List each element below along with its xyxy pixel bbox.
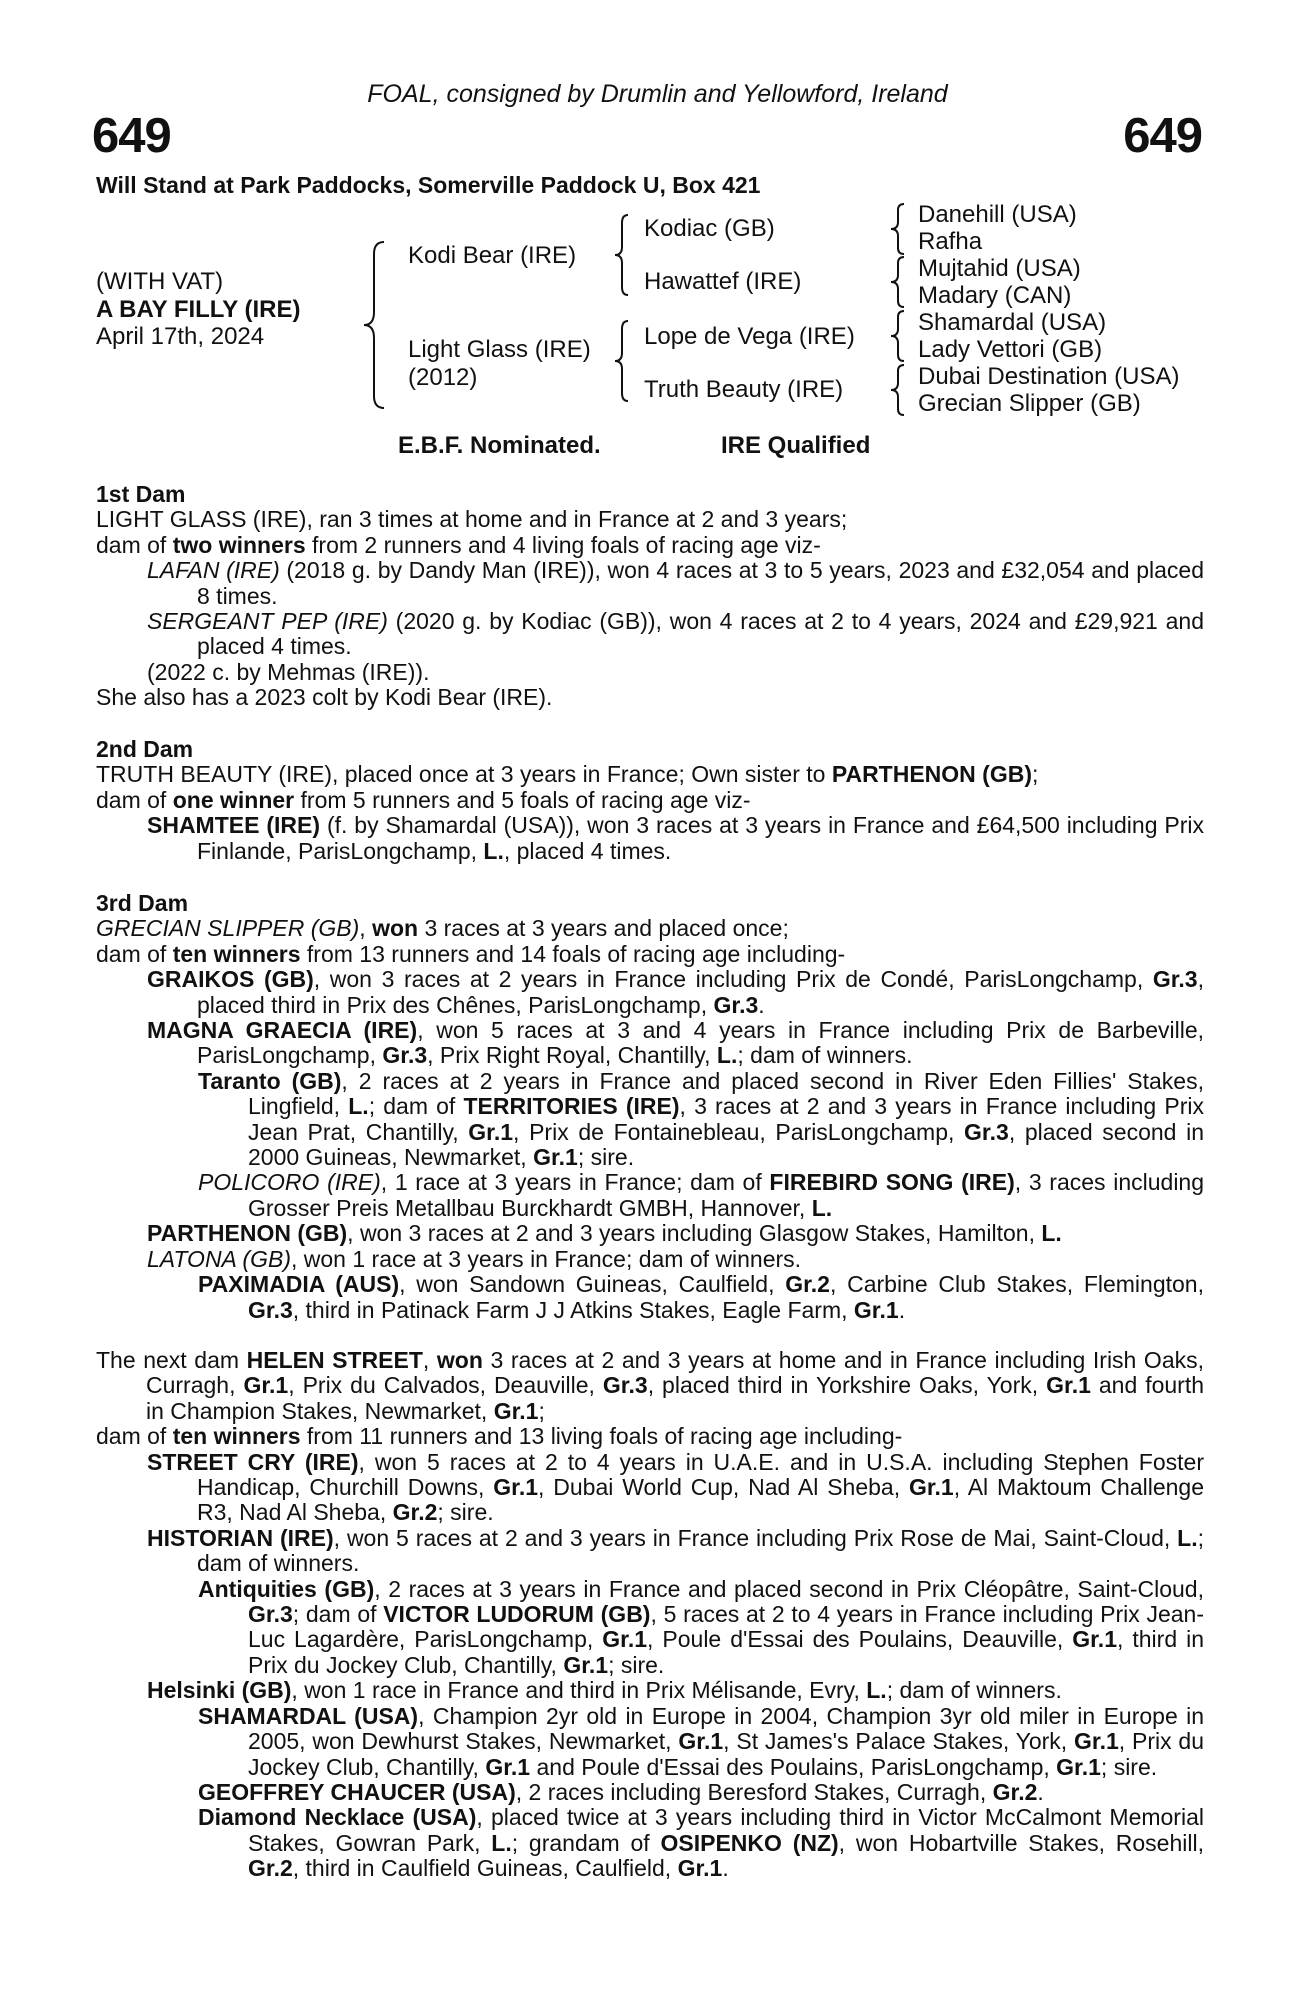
dam-produce-summary: dam of two winners from 2 runners and 4 living foals of racing age viz-: [96, 531, 821, 558]
dam-sire: Lope de Vega (IRE): [644, 323, 855, 350]
sire-brace: [612, 213, 634, 297]
brace-g3-4: [888, 363, 910, 417]
brace-g3-2: [888, 255, 910, 309]
dam-summary: GRECIAN SLIPPER (GB), won 3 races at 3 years and placed once;: [96, 915, 789, 942]
produce-entry: PAXIMADIA (AUS), won Sandown Guineas, Caulfield, Gr.2, Carbine Club Stakes, Flemington, Gr.3, third in Patinack Farm J J Atkins Stakes, Eagle Farm, Gr.1.: [198, 1271, 1204, 1323]
produce-entry: Taranto (GB), 2 races at 2 years in France and placed second in River Eden Fillies' Stakes, Lingfield, L.; dam of TERRITORIES (IRE), 3 races at 2 and 3 years in France including Prix Jean Prat, Chantilly, Gr.1, Prix de Fontainebleau, ParisLongchamp, Gr.3, placed second in 2000 Guineas, Newmarket, Gr.1; sire.: [198, 1067, 1204, 1171]
section-heading: 2nd Dam: [96, 736, 194, 762]
lot-number-left: 649: [92, 109, 171, 163]
produce-entry: PARTHENON (GB), won 3 races at 2 and 3 years including Glasgow Stakes, Hamilton, L.: [147, 1220, 1062, 1247]
vat-note: (WITH VAT): [96, 268, 224, 295]
gen3-dsd: Lady Vettori (GB): [918, 336, 1103, 363]
produce-entry: (2022 c. by Mehmas (IRE)).: [147, 658, 430, 685]
dam-dam: Truth Beauty (IRE): [644, 376, 844, 403]
lot-number-right: 649: [1123, 109, 1202, 163]
produce-entry: LAFAN (IRE) (2018 g. by Dandy Man (IRE)), won 4 races at 3 to 5 years, 2023 and £32,054 and placed 8 times.: [147, 557, 1205, 609]
lot-horse-dob: April 17th, 2024: [96, 323, 265, 350]
third-dam-section: [96, 891, 1204, 1323]
brace-g3-1: [888, 202, 910, 256]
dam-foal-note: She also has a 2023 colt by Kodi Bear (IRE).: [96, 684, 553, 711]
sire-name: Kodi Bear (IRE): [408, 242, 577, 269]
next-dam-section: [96, 1348, 1204, 1882]
ebf-nominated: E.B.F. Nominated.: [398, 432, 601, 459]
dam-summary: TRUTH BEAUTY (IRE), placed once at 3 years in France; Own sister to PARTHENON (GB);: [96, 761, 1039, 788]
produce-entry: SERGEANT PEP (IRE) (2020 g. by Kodiac (GB)), won 4 races at 2 to 4 years, 2024 and £29,921 and placed 4 times.: [147, 608, 1204, 660]
section-heading: 1st Dam: [96, 481, 186, 507]
stand-location: Will Stand at Park Paddocks, Somerville Paddock U, Box 421: [96, 172, 761, 198]
dam-name: Light Glass (IRE): [408, 336, 591, 363]
gen3-sss: Danehill (USA): [918, 201, 1077, 228]
gen3-dss: Shamardal (USA): [918, 309, 1107, 336]
produce-entry: GRAIKOS (GB), won 3 races at 2 years in France including Prix de Condé, ParisLongchamp, Gr.3, placed third in Prix des Chênes, ParisLongchamp, Gr.3.: [147, 966, 1204, 1018]
dam-produce-summary: dam of ten winners from 11 runners and 13 living foals of racing age including-: [96, 1423, 903, 1450]
consignment-line: FOAL, consigned by Drumlin and Yellowford, Ireland: [367, 80, 948, 108]
dam-year: (2012): [408, 364, 478, 391]
produce-entry: HISTORIAN (IRE), won 5 races at 2 and 3 years in France including Prix Rose de Mai, Saint-Cloud, L.; dam of winners.: [147, 1524, 1204, 1577]
second-dam-section: [96, 737, 1204, 864]
dam-summary: The next dam HELEN STREET, won 3 races at 2 and 3 years at home and in France including Irish Oaks, Curragh, Gr.1, Prix du Calvados, Deauville, Gr.3, placed third in Yorkshire Oaks, York, Gr.1 and fourth in Champion Stakes, Newmarket, Gr.1;: [96, 1347, 1205, 1424]
main-brace: [360, 240, 400, 410]
produce-entry: GEOFFREY CHAUCER (USA), 2 races including Beresford Stakes, Curragh, Gr.2.: [198, 1778, 1044, 1805]
ire-qualified: IRE Qualified: [721, 432, 871, 459]
dam-brace: [612, 319, 634, 403]
dam-produce-summary: dam of ten winners from 13 runners and 14 foals of racing age including-: [96, 940, 846, 967]
produce-entry: Diamond Necklace (USA), placed twice at 3 years including third in Victor McCalmont Memorial Stakes, Gowran Park, L.; grandam of OSIPENKO (NZ), won Hobartville Stakes, Rosehill, Gr.2, third in Caulfield Guineas, Caulfield, Gr.1.: [198, 1804, 1204, 1882]
gen3-sdd: Madary (CAN): [918, 282, 1072, 309]
brace-g3-3: [888, 309, 910, 363]
produce-entry: Helsinki (GB), won 1 race in France and third in Prix Mélisande, Evry, L.; dam of winners.: [147, 1677, 1062, 1704]
produce-entry: MAGNA GRAECIA (IRE), won 5 races at 3 and 4 years in France including Prix de Barbeville, ParisLongchamp, Gr.3, Prix Right Royal, Chantilly, L.; dam of winners.: [147, 1017, 1205, 1069]
gen3-ssd: Rafha: [918, 228, 983, 255]
gen3-ddd: Grecian Slipper (GB): [918, 390, 1141, 417]
dam-produce-summary: dam of one winner from 5 runners and 5 foals of racing age viz-: [96, 786, 751, 813]
sire-dam: Hawattef (IRE): [644, 268, 802, 295]
dam-summary: LIGHT GLASS (IRE), ran 3 times at home and in France at 2 and 3 years;: [96, 506, 848, 533]
first-dam-section: [96, 482, 1204, 711]
sire-sire: Kodiac (GB): [644, 215, 775, 242]
lot-horse-name: A BAY FILLY (IRE): [96, 296, 301, 323]
produce-entry: STREET CRY (IRE), won 5 races at 2 to 4 years in U.A.E. and in U.S.A. including Stephen Foster Handicap, Churchill Downs, Gr.1, Dubai World Cup, Nad Al Sheba, Gr.1, Al Maktoum Challenge R3, Nad Al Sheba, Gr.2; sire.: [147, 1448, 1205, 1526]
produce-entry: SHAMARDAL (USA), Champion 2yr old in Europe in 2004, Champion 3yr old miler in Europe in 2005, won Dewhurst Stakes, Newmarket, Gr.1, St James's Palace Stakes, York, Gr.1, Prix du Jockey Club, Chantilly, Gr.1 and Poule d'Essai des Poulains, ParisLongchamp, Gr.1; sire.: [198, 1702, 1205, 1780]
produce-entry: POLICORO (IRE), 1 race at 3 years in France; dam of FIREBIRD SONG (IRE), 3 races including Grosser Preis Metallbau Burckhardt GMBH, Hannover, L.: [198, 1169, 1205, 1221]
gen3-sds: Mujtahid (USA): [918, 255, 1081, 282]
produce-entry: SHAMTEE (IRE) (f. by Shamardal (USA)), won 3 races at 3 years in France and £64,500 including Prix Finlande, ParisLongchamp, L., placed 4 times.: [147, 812, 1205, 864]
produce-entry: Antiquities (GB), 2 races at 3 years in France and placed second in Prix Cléopâtre, Saint-Cloud, Gr.3; dam of VICTOR LUDORUM (GB), 5 races at 2 to 4 years in France including Prix Jean-Luc Lagardère, ParisLongchamp, Gr.1, Poule d'Essai des Poulains, Deauville, Gr.1, third in Prix du Jockey Club, Chantilly, Gr.1; sire.: [198, 1575, 1204, 1678]
gen3-dds: Dubai Destination (USA): [918, 363, 1180, 390]
section-heading: 3rd Dam: [96, 890, 189, 916]
produce-entry: LATONA (GB), won 1 race at 3 years in France; dam of winners.: [147, 1245, 802, 1272]
